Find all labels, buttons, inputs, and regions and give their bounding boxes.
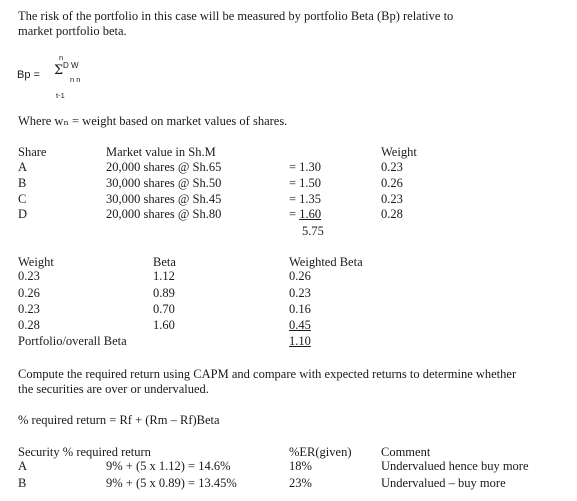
- header-expected-return: %ER(given): [289, 445, 352, 459]
- formula-subscripts: n n: [70, 75, 81, 84]
- header-weighted-beta: Weighted Beta: [289, 255, 363, 269]
- comment-cell: Undervalued hence buy more: [381, 459, 529, 473]
- intro-line-1: The risk of the portfolio in this case will be measured by portfolio Beta (Bp) relative to: [18, 9, 454, 23]
- header-market-value: Market value in Sh.M: [106, 145, 216, 159]
- weight-cell: 0.28: [381, 207, 403, 221]
- header-weight: Weight: [18, 255, 54, 269]
- formula-sigma: Σ: [54, 63, 64, 78]
- security-label: A: [18, 459, 28, 473]
- expected-return-cell: 18%: [289, 459, 312, 473]
- share-label: D: [18, 207, 28, 221]
- beta-cell: 0.70: [153, 302, 175, 316]
- weight-cell: 0.23: [18, 302, 40, 316]
- beta-cell: 1.12: [153, 269, 175, 283]
- market-value: 30,000 shares @ Sh.45: [106, 192, 222, 206]
- share-label: A: [18, 160, 28, 174]
- weighted-beta-cell: 0.16: [289, 302, 311, 316]
- security-label: B: [18, 476, 27, 490]
- beta-cell: 1.60: [153, 318, 175, 332]
- weighted-beta-cell: 0.23: [289, 286, 311, 300]
- weighted-beta-cell: 0.26: [289, 269, 311, 283]
- portfolio-beta-label: Portfolio/overall Beta: [18, 334, 127, 348]
- weight-cell: 0.26: [381, 176, 403, 190]
- intro-line-2: market portfolio beta.: [18, 24, 127, 38]
- comment-cell: Undervalued – buy more: [381, 476, 506, 490]
- required-return-calc: 9% + (5 x 1.12) = 14.6%: [106, 459, 231, 473]
- required-return-calc: 9% + (5 x 0.89) = 13.45%: [106, 476, 237, 490]
- where-text: Where wₙ = weight based on market values of shares.: [18, 114, 288, 128]
- value-cell: = 1.35: [289, 192, 322, 206]
- share-label: B: [18, 176, 27, 190]
- expected-return-cell: 23%: [289, 476, 312, 490]
- weight-cell: 0.28: [18, 318, 40, 332]
- weight-cell: 0.26: [18, 286, 40, 300]
- portfolio-beta-value: 1.10: [289, 334, 311, 348]
- value-cell: = 1.50: [289, 176, 322, 190]
- weight-cell: 0.23: [381, 192, 403, 206]
- header-weight: Weight: [381, 145, 417, 159]
- beta-cell: 0.89: [153, 286, 175, 300]
- capm-line-2: the securities are over or undervalued.: [18, 382, 209, 396]
- header-beta: Beta: [153, 255, 176, 269]
- weight-cell: 0.23: [18, 269, 40, 283]
- header-security: Security % required return: [18, 445, 151, 459]
- value-cell: = 1.60: [289, 207, 322, 221]
- header-comment: Comment: [381, 445, 431, 459]
- total-value: 5.75: [302, 224, 324, 238]
- value-underlined: 1.60: [299, 207, 322, 221]
- formula-lhs: Bp =: [17, 69, 40, 81]
- weighted-beta-cell: 0.45: [289, 318, 311, 332]
- weight-cell: 0.23: [381, 160, 403, 174]
- share-label: C: [18, 192, 27, 206]
- capm-formula: % required return = Rf + (Rm – Rf)Beta: [18, 413, 220, 427]
- formula-upper-limit: n: [59, 53, 64, 62]
- market-value: 20,000 shares @ Sh.65: [106, 160, 222, 174]
- value-cell: = 1.30: [289, 160, 322, 174]
- capm-line-1: Compute the required return using CAPM and compare with expected returns to determine whether: [18, 367, 517, 381]
- market-value: 30,000 shares @ Sh.50: [106, 176, 222, 190]
- market-value: 20,000 shares @ Sh.80: [106, 207, 222, 221]
- formula-dw: D W: [63, 61, 79, 70]
- header-share: Share: [18, 145, 47, 159]
- formula-lower-limit: t-1: [56, 91, 65, 100]
